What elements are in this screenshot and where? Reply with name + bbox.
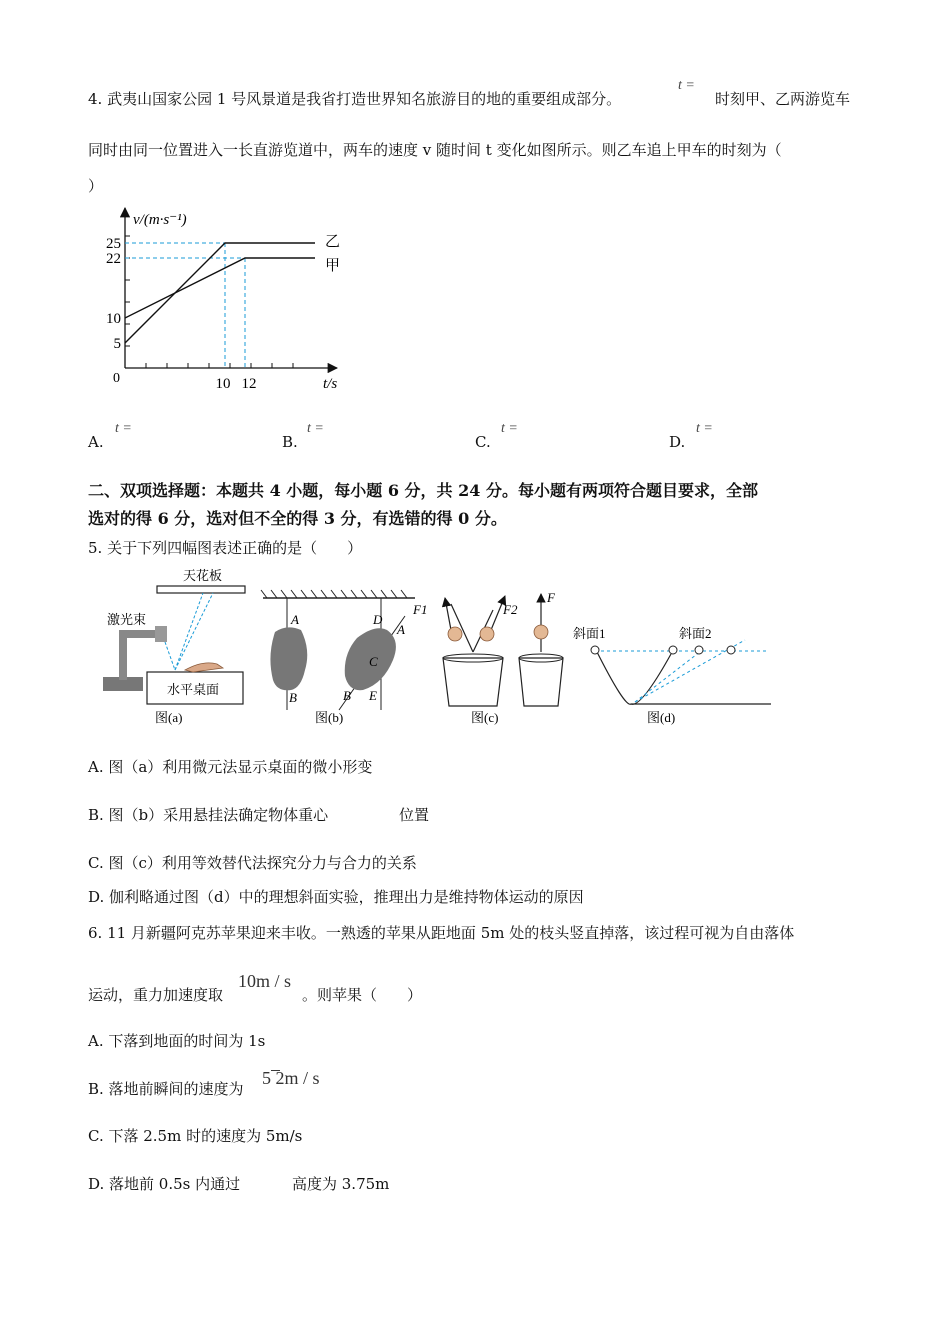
q5-figures: [95, 560, 775, 735]
q4-line2: 同时由同一位置进入一长直游览道中，两车的速度 v 随时间 t 变化如图所示。则乙车追上甲车的时刻为（: [88, 141, 782, 159]
q6-g-value: 10m / s: [238, 971, 292, 991]
force-f-label: F: [547, 590, 555, 605]
x-tick-label-10: 10: [215, 376, 231, 392]
q5-option-c[interactable]: C. 图（c）利用等效替代法探究分力与合力的关系: [88, 854, 417, 872]
q6-option-b[interactable]: B. 落地前瞬间的速度为: [88, 1080, 244, 1098]
q6-line1: 6. 11 月新疆阿克苏苹果迎来丰收。一熟透的苹果从距地面 5m 处的枝头竖直掉落，该过程可视为自由落体: [88, 924, 795, 942]
q4-line1-a: 4. 武夷山国家公园 1 号风景道是我省打造世界知名旅游目的地的重要组成部分。: [88, 90, 622, 108]
q4-t-equals: t =: [678, 78, 695, 93]
ceiling-board: [157, 586, 245, 593]
section2-heading-line2: 选对的得 6 分，选对但不全的得 3 分，有选错的得 0 分。: [88, 509, 507, 528]
q6-option-c[interactable]: C. 下落 2.5m 时的速度为 5m/s: [88, 1127, 303, 1145]
fig-b-point-a2: A: [397, 622, 405, 637]
series-name-1: 甲: [325, 258, 341, 274]
q4-line3: ）: [88, 177, 104, 195]
series-name-0: 乙: [325, 234, 341, 250]
fig-b-point-d: D: [373, 612, 383, 627]
force-f2-label: F2: [503, 602, 518, 617]
fig-a-caption: 图(a): [155, 710, 183, 725]
y-tick-label-10: 10: [106, 311, 121, 327]
q4-option-d-math: t =: [696, 421, 713, 436]
fig-b-caption: 图(b): [315, 710, 344, 725]
q6-option-d[interactable]: D. 落地前 0.5s 内通过: [88, 1175, 241, 1193]
slope1-label: 斜面1: [573, 626, 606, 641]
x-tick-label-12: 12: [241, 376, 257, 392]
y-tick-label-22: 22: [106, 251, 121, 267]
origin-label: 0: [113, 371, 120, 386]
x-axis-label: t/s: [323, 376, 338, 392]
q4-option-b-math: t =: [307, 421, 324, 436]
q4-option-d[interactable]: D.: [669, 433, 686, 451]
fig-b-point-c: C: [369, 654, 378, 669]
q4-option-c[interactable]: C.: [475, 433, 491, 451]
fig-b-point-b: B: [289, 690, 297, 705]
laser-label: 激光束: [107, 612, 147, 627]
q5-option-a[interactable]: A. 图（a）利用微元法显示桌面的微小形变: [88, 758, 373, 776]
q5-stem: 5. 关于下列四幅图表述正确的是（ ）: [88, 539, 363, 557]
figure-c: [412, 590, 563, 725]
q6-option-d-tail: 高度为 3.75m: [292, 1175, 390, 1193]
ceiling-label: 天花板: [183, 568, 223, 583]
q4-line1-b: 时刻甲、乙两游览车: [715, 90, 851, 108]
q4-option-b[interactable]: B.: [282, 433, 298, 451]
force-f1-label: F1: [413, 602, 428, 617]
fig-b-point-b2: B: [343, 688, 351, 703]
y-tick-label-25: 25: [106, 236, 121, 252]
figure-a: [103, 568, 245, 725]
figure-d: [573, 626, 771, 725]
q4-option-a-math: t =: [115, 421, 132, 436]
series-line-1: [125, 258, 315, 318]
q6-line2-a: 运动，重力加速度取: [88, 986, 224, 1004]
y-tick-label-5: 5: [113, 336, 121, 352]
q5-option-d[interactable]: D. 伽利略通过图（d）中的理想斜面实验，推理出力是维持物体运动的原因: [88, 888, 584, 906]
q6-option-b-math: 5 ̅2m / s: [262, 1068, 320, 1088]
q6-line2-b: 。则苹果（ ）: [302, 986, 423, 1004]
q4-option-a[interactable]: A.: [88, 433, 104, 451]
desk-label: 水平桌面: [167, 682, 220, 697]
section2-heading-line1: 二、双项选择题：本题共 4 小题，每小题 6 分，共 24 分。每小题有两项符合题目要求，全部: [88, 481, 758, 500]
vt-chart: [95, 200, 375, 400]
fig-d-caption: 图(d): [647, 710, 676, 725]
fig-b-point-e: E: [369, 688, 377, 703]
q4-option-c-math: t =: [501, 421, 518, 436]
fig-b-point-a: A: [291, 612, 299, 627]
q5-option-b-tail: 位置: [399, 806, 430, 824]
slope2-label: 斜面2: [679, 626, 712, 641]
figure-b: [261, 590, 415, 725]
q6-option-a[interactable]: A. 下落到地面的时间为 1s: [88, 1032, 266, 1050]
fig-c-caption: 图(c): [471, 710, 499, 725]
y-axis-label: v/(m·s⁻¹): [133, 212, 187, 228]
q5-option-b[interactable]: B. 图（b）采用悬挂法确定物体重心: [88, 806, 329, 824]
